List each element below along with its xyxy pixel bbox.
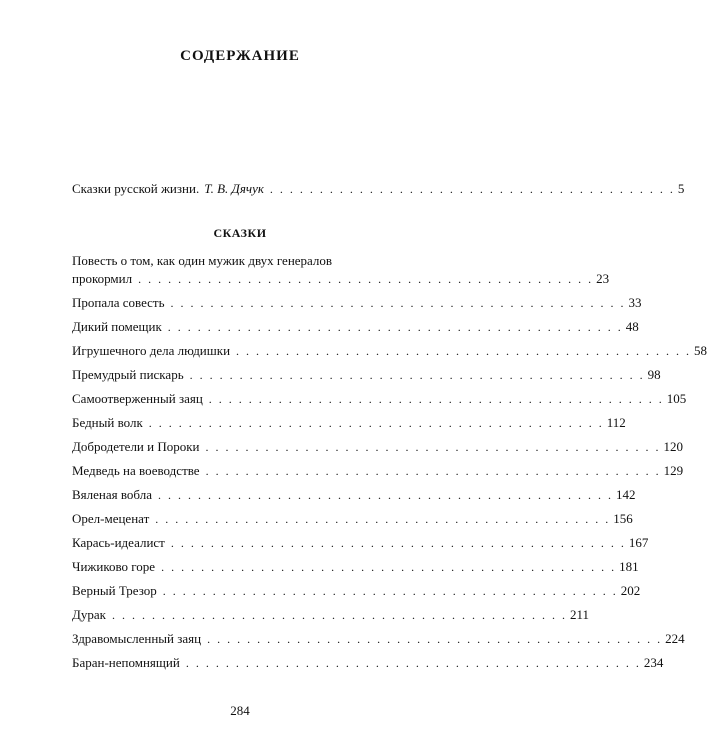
dot-leader: . . . . . . . . . . . . . . . . . . . . . . . . . . . . . . . . . . . . . . . . . (269, 182, 675, 196)
toc-entry-page: 23 (596, 271, 610, 286)
toc-entry-title: Орел-меценат (72, 511, 150, 526)
toc-entry-page: 58 (694, 343, 707, 358)
toc-entry-page: 48 (625, 319, 639, 334)
toc-entry-page: 156 (613, 511, 633, 526)
dot-leader: . . . . . . . . . . . . . . . . . . . . . . . . . . . . . . . . . . . . . . . . . . . . . . (162, 584, 618, 598)
toc-entry[interactable] (72, 630, 685, 648)
toc-entry[interactable] (72, 294, 642, 312)
toc-entry-title-line: Повесть о том, как один мужик двух генералов (72, 253, 333, 268)
dot-leader: . . . . . . . . . . . . . . . . . . . . . . . . . . . . . . . . . . . . . . . . . . . . . . (161, 560, 617, 574)
toc-entry[interactable] (72, 390, 687, 408)
dot-leader: . . . . . . . . . . . . . . . . . . . . . . . . . . . . . . . . . . . . . . . . . . . . . . (167, 320, 623, 334)
toc-entry-page: 129 (663, 463, 684, 478)
toc-entry-page: 167 (628, 535, 649, 550)
dot-leader: . . . . . . . . . . . . . . . . . . . . . . . . . . . . . . . . . . . . . . . . . . . . . . (236, 344, 692, 358)
toc-entry-title: Сказки русской жизни. (72, 181, 200, 196)
toc-entry-page: 120 (663, 439, 684, 454)
toc-entry-page: 98 (647, 367, 661, 382)
toc-entry-title: Премудрый пискарь (72, 367, 184, 382)
page-title: СОДЕРЖАНИЕ (180, 48, 300, 64)
toc-entry-page: 142 (615, 487, 636, 502)
toc-entry[interactable] (72, 318, 639, 336)
toc-entry-title: Бедный волк (72, 415, 143, 430)
toc-entry-title: Медведь на воеводстве (72, 463, 200, 478)
dot-leader: . . . . . . . . . . . . . . . . . . . . . . . . . . . . . . . . . . . . . . . . . . . . . . (138, 272, 594, 286)
toc-entry[interactable] (72, 486, 636, 504)
toc-entry-page: 5 (677, 181, 685, 196)
toc-entry[interactable] (72, 534, 649, 552)
dot-leader: . . . . . . . . . . . . . . . . . . . . . . . . . . . . . . . . . . . . . . . . . . . . . . (207, 632, 663, 646)
toc-entry-title: Здравомысленный заяц (72, 631, 202, 646)
page-number: 284 (230, 703, 250, 718)
toc-entry[interactable] (72, 270, 610, 288)
toc-entry-title: Баран-непомнящий (72, 655, 180, 670)
toc-entry[interactable] (72, 462, 684, 480)
toc-entry-author: Т. В. Дячук (204, 181, 264, 196)
toc-entry-page: 211 (569, 607, 589, 622)
toc-entry-page: 33 (628, 295, 642, 310)
toc-entry-title: Дикий помещик (72, 319, 162, 334)
dot-leader: . . . . . . . . . . . . . . . . . . . . . . . . . . . . . . . . . . . . . . . . . . . . . . (205, 464, 661, 478)
dot-leader: . . . . . . . . . . . . . . . . . . . . . . . . . . . . . . . . . . . . . . . . . . . . . . (205, 440, 661, 454)
toc-entry-page: 202 (620, 583, 641, 598)
toc-entry[interactable] (72, 342, 707, 360)
dot-leader: . . . . . . . . . . . . . . . . . . . . . . . . . . . . . . . . . . . . . . . . . . . . . . (208, 392, 664, 406)
dot-leader: . . . . . . . . . . . . . . . . . . . . . . . . . . . . . . . . . . . . . . . . . . . . . . (155, 512, 611, 526)
toc-entry-page: 234 (643, 655, 664, 670)
toc-entry-title: Самоотверженный заяц (72, 391, 203, 406)
dot-leader: . . . . . . . . . . . . . . . . . . . . . . . . . . . . . . . . . . . . . . . . . . . . . . (148, 416, 604, 430)
toc-entry-title: Пропала совесть (72, 295, 165, 310)
toc-entry[interactable] (72, 606, 589, 624)
toc-entry-page: 224 (665, 631, 685, 646)
toc-entry-title: Чижиково горе (72, 559, 156, 574)
dot-leader: . . . . . . . . . . . . . . . . . . . . . . . . . . . . . . . . . . . . . . . . . . . . . . (185, 656, 641, 670)
toc-entry-page: 181 (619, 559, 639, 574)
dot-leader: . . . . . . . . . . . . . . . . . . . . . . . . . . . . . . . . . . . . . . . . . . . . . . (157, 488, 613, 502)
toc-entry-page: 112 (606, 415, 626, 430)
toc-entry-title: прокормил (72, 271, 133, 286)
toc-entry[interactable] (72, 654, 664, 672)
section-title: СКАЗКИ (213, 226, 267, 240)
dot-leader: . . . . . . . . . . . . . . . . . . . . . . . . . . . . . . . . . . . . . . . . . . . . . . (111, 608, 567, 622)
toc-entry-intro[interactable] (72, 180, 685, 198)
toc-entry[interactable] (72, 438, 684, 456)
toc-entry-title: Добродетели и Пороки (72, 439, 200, 454)
toc-entry[interactable] (72, 510, 633, 528)
toc-entry[interactable] (72, 558, 639, 576)
toc-entry[interactable] (72, 414, 626, 432)
toc-entry[interactable] (72, 366, 661, 384)
toc-entry-title: Карась-идеалист (72, 535, 165, 550)
toc-entry-title: Вяленая вобла (72, 487, 152, 502)
toc-entry-title: Верный Трезор (72, 583, 157, 598)
toc-entry-page: 105 (666, 391, 687, 406)
dot-leader: . . . . . . . . . . . . . . . . . . . . . . . . . . . . . . . . . . . . . . . . . . . . . . (170, 536, 626, 550)
dot-leader: . . . . . . . . . . . . . . . . . . . . . . . . . . . . . . . . . . . . . . . . . . . . . . (170, 296, 626, 310)
dot-leader: . . . . . . . . . . . . . . . . . . . . . . . . . . . . . . . . . . . . . . . . . . . . . . (189, 368, 645, 382)
toc-entry[interactable] (72, 582, 641, 600)
toc-entry-title: Игрушечного дела людишки (72, 343, 231, 358)
toc-entry-title: Дурак (72, 607, 106, 622)
